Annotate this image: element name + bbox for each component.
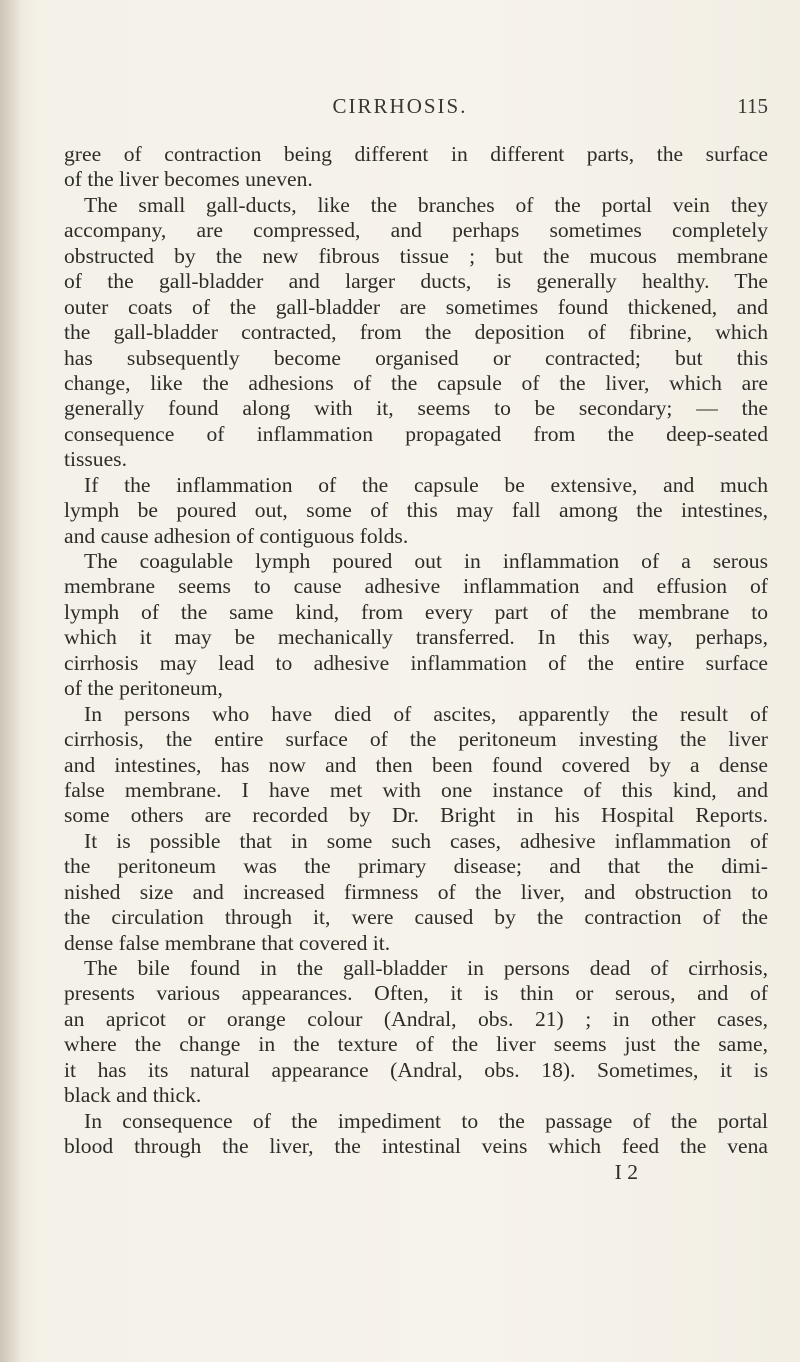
- text-line: the peritoneum was the primary disease; and that the dimi-: [64, 854, 768, 879]
- text-line: an apricot or orange colour (Andral, obs. 21) ; in other cases,: [64, 1006, 768, 1031]
- text-line: lymph of the same kind, from every part of the membrane to: [64, 599, 768, 624]
- text-line: the gall-bladder contracted, from the deposition of fibrine, which: [64, 320, 768, 345]
- text-line: cirrhosis may lead to adhesive inflammation of the entire surface: [64, 650, 768, 675]
- text-line: it has its natural appearance (Andral, obs. 18). Sometimes, it is: [64, 1057, 768, 1082]
- text-line: gree of contraction being different in different parts, the surface: [64, 142, 768, 166]
- signature-mark: I 2: [614, 1159, 638, 1184]
- text-line: dense false membrane that covered it.: [64, 930, 391, 955]
- page-number: 115: [737, 94, 768, 118]
- text-line: In persons who have died of ascites, apparently the result of: [84, 701, 768, 726]
- text-line: false membrane. I have met with one instance of this kind, and: [64, 777, 768, 802]
- text-line: tissues.: [64, 447, 127, 472]
- text-line: It is possible that in some such cases, adhesive inflammation of: [84, 828, 768, 853]
- text-line: consequence of inflammation propagated from the deep-seated: [64, 421, 768, 446]
- body-text: [64, 142, 768, 1185]
- text-line: If the inflammation of the capsule be extensive, and much: [84, 472, 768, 497]
- text-line: where the change in the texture of the liver seems just the same,: [64, 1032, 768, 1057]
- text-line: and cause adhesion of contiguous folds.: [64, 523, 409, 548]
- text-line: membrane seems to cause adhesive inflammation and effusion of: [64, 574, 768, 599]
- text-line: some others are recorded by Dr. Bright in his Hospital Reports.: [64, 803, 768, 828]
- text-line: of the liver becomes uneven.: [64, 167, 313, 192]
- text-line: the circulation through it, were caused by the contraction of the: [64, 905, 768, 930]
- text-line: outer coats of the gall-bladder are sometimes found thickened, and: [64, 294, 768, 319]
- text-line: The bile found in the gall-bladder in persons dead of cirrhosis,: [84, 956, 768, 980]
- text-line: accompany, are compressed, and perhaps sometimes completely: [64, 218, 768, 243]
- running-title: CIRRHOSIS.: [332, 94, 468, 118]
- text-line: The small gall-ducts, like the branches of the portal vein they: [84, 192, 768, 217]
- text-line: The coagulable lymph poured out in inflammation of a serous: [84, 549, 768, 573]
- text-line: blood through the liver, the intestinal veins which feed the vena: [64, 1134, 768, 1159]
- text-line: lymph be poured out, some of this may fall among the intestines,: [64, 498, 768, 523]
- page-header: [0, 94, 800, 124]
- text-line: of the peritoneum,: [64, 676, 223, 701]
- text-line: which it may be mechanically transferred. In this way, perhaps,: [64, 625, 768, 650]
- text-line: generally found along with it, seems to be secondary; — the: [64, 396, 768, 421]
- text-line: black and thick.: [64, 1083, 202, 1108]
- text-line: and intestines, has now and then been found covered by a dense: [64, 752, 768, 777]
- text-line: has subsequently become organised or contracted; but this: [64, 345, 768, 370]
- text-line: change, like the adhesions of the capsule of the liver, which are: [64, 370, 768, 395]
- text-line: cirrhosis, the entire surface of the peritoneum investing the liver: [64, 727, 768, 752]
- text-line: In consequence of the impediment to the passage of the portal: [84, 1108, 768, 1133]
- text-line: obstructed by the new fibrous tissue ; but the mucous membrane: [64, 243, 768, 268]
- text-line: presents various appearances. Often, it is thin or serous, and of: [64, 981, 768, 1006]
- text-line: nished size and increased firmness of the liver, and obstruction to: [64, 879, 768, 904]
- text-line: of the gall-bladder and larger ducts, is generally healthy. The: [64, 269, 768, 294]
- page-gutter-shadow: [0, 0, 22, 1362]
